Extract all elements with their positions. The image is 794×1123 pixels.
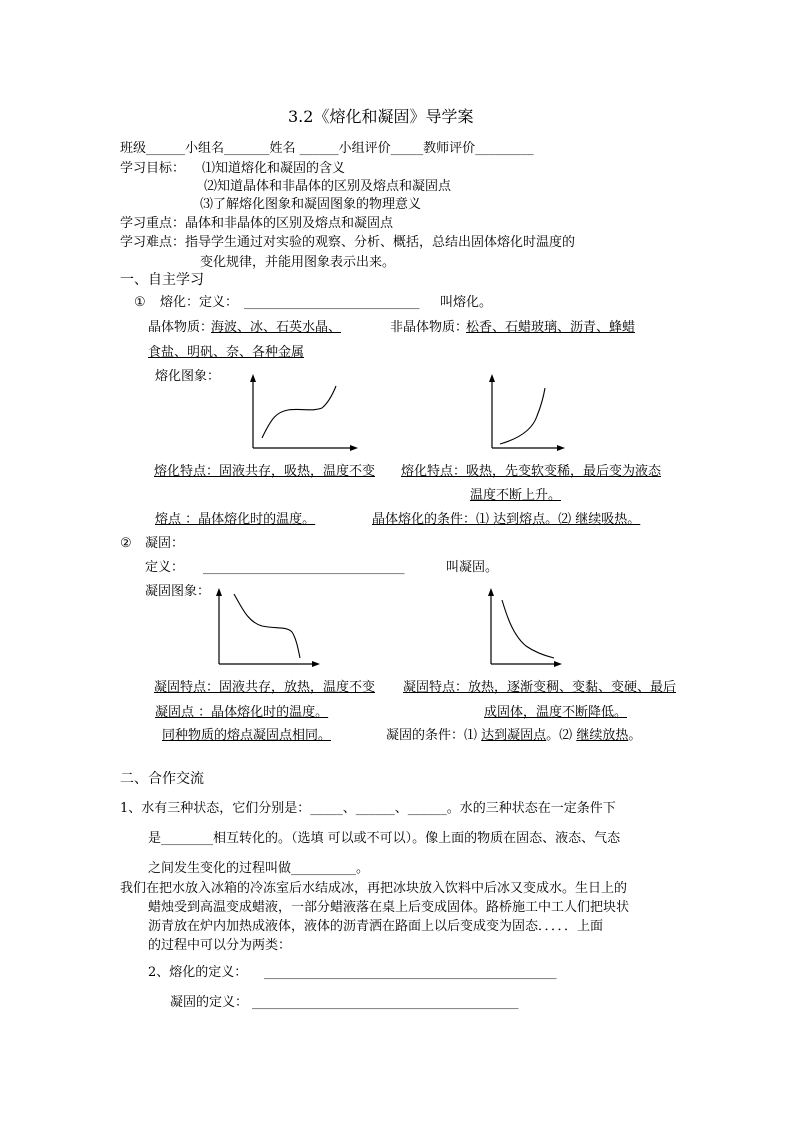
crystal-examples-1: 海波、冰、石英水晶、 bbox=[211, 320, 342, 335]
difficulty-line-1: 学习难点：指导学生通过对实验的观察、分析、概括，总结出固体熔化时温度的 bbox=[120, 235, 576, 250]
noncrystal-melting-graph bbox=[483, 372, 603, 452]
noncrystal-label: 非晶体物质： bbox=[390, 320, 469, 335]
melting-definition-blank: ___________________________ bbox=[244, 295, 420, 310]
crystal-melting-graph bbox=[244, 372, 364, 452]
difficulty-line-2: 变化规律，并能用图象表示出来。 bbox=[200, 255, 396, 270]
paragraph-line-3: 沥青放在炉内加热成液体，液体的沥青洒在路面上以后变成变为固态．．．．．上面 bbox=[148, 919, 604, 934]
solidify-crystal-feature: 凝固特点：固液共存，放热，温度不变 bbox=[154, 680, 376, 695]
melting-point: 熔点 ：晶体熔化时的温度。 bbox=[155, 512, 316, 527]
solidify-conditions-end: 。 bbox=[628, 728, 642, 743]
noncrystal-examples: 松香、石蜡玻璃、沥青、蜂蜡 bbox=[466, 320, 636, 335]
melting-noncrystal-feature-2: 温度不断上升。 bbox=[470, 488, 562, 503]
objective-item-1: ⑴知道熔化和凝固的含义 bbox=[202, 161, 346, 176]
melting-definition-prefix: 熔化：定义： bbox=[160, 295, 239, 310]
q1-line-1: 1、水有三种状态，它们分别是：_____、______、______。水的三种状态在一定条件下 bbox=[120, 801, 616, 816]
q2-solidify-definition: 凝固的定义： bbox=[170, 995, 249, 1010]
solidify-number: ② bbox=[120, 536, 132, 551]
crystal-examples-2: 食盐、明矾、奈、各种金属 bbox=[148, 345, 305, 360]
page-title: 3.2《熔化和凝固》导学案 bbox=[288, 107, 474, 126]
q2-melting-blank: _____________________________________________ bbox=[264, 965, 557, 980]
solidify-noncrystal-feature-2: 成固体，温度不断降低。 bbox=[484, 705, 628, 720]
melting-crystal-feature: 熔化特点：固液共存，吸热，温度不变 bbox=[154, 464, 376, 479]
q1-line-2: 是________相互转化的。（选填 可以或不可以）。像上面的物质在固态、液态、气态 bbox=[148, 831, 621, 846]
melting-graph-label: 熔化图象： bbox=[155, 369, 221, 384]
q2-melting-definition: 2、熔化的定义： bbox=[148, 965, 248, 980]
solidify-noncrystal-feature-1: 凝固特点：放热，逐渐变稠、变黏、变硬、最后 bbox=[403, 680, 677, 695]
q1-line-3: 之间发生变化的过程叫做__________。 bbox=[148, 861, 370, 876]
solidify-conditions bbox=[386, 729, 641, 742]
objectives-label: 学习目标： bbox=[120, 161, 186, 176]
solidify-heading: 凝固： bbox=[145, 536, 185, 551]
paragraph-line-1: 我们在把水放入冰箱的冷冻室后水结成冰，再把冰块放入饮料中后冰又变成水。生日上的 bbox=[120, 881, 628, 896]
solidify-condition-2: 继续放热 bbox=[576, 728, 629, 743]
solidify-condition-1: 达到凝固点 bbox=[481, 728, 547, 743]
crystal-label: 晶体物质： bbox=[148, 320, 214, 335]
noncrystal-solidify-graph bbox=[482, 586, 602, 668]
objective-item-3: ⑶了解熔化图象和凝固图象的物理意义 bbox=[200, 197, 422, 212]
solidify-graph-label: 凝固图象： bbox=[145, 584, 211, 599]
solidify-definition-suffix: 叫凝固。 bbox=[446, 560, 499, 575]
solidify-conditions-prefix: 凝固的条件：⑴ bbox=[386, 728, 478, 743]
paragraph-line-2: 蜡烛受到高温变成蜡液，一部分蜡液落在桌上后变成固体。路桥施工中工人们把块状 bbox=[148, 900, 630, 915]
melting-number: ① bbox=[134, 295, 146, 310]
melting-noncrystal-feature-1: 熔化特点：吸热，先变软变稀，最后变为液态 bbox=[401, 464, 662, 479]
solidify-definition-blank: _______________________________ bbox=[203, 560, 405, 575]
melting-definition-suffix: 叫熔化。 bbox=[440, 295, 493, 310]
q2-solidify-blank: _________________________________________ bbox=[252, 995, 519, 1010]
solidify-conditions-middle: 。⑵ bbox=[546, 728, 573, 743]
paragraph-line-4: 的过程中可以分为两类： bbox=[148, 938, 292, 953]
section1-heading: 一、自主学习 bbox=[120, 272, 204, 288]
same-point-note: 同种物质的熔点凝固点相同。 bbox=[162, 728, 332, 743]
objective-item-2: ⑵知道晶体和非晶体的区别及熔点和凝固点 bbox=[204, 179, 452, 194]
section2-heading: 二、合作交流 bbox=[120, 771, 204, 787]
crystal-solidify-graph bbox=[210, 586, 330, 668]
freezing-point: 凝固点 ：晶体熔化时的温度。 bbox=[155, 705, 329, 720]
key-points: 学习重点：晶体和非晶体的区别及熔点和凝固点 bbox=[120, 216, 394, 231]
solidify-definition-prefix: 定义： bbox=[145, 560, 185, 575]
header-line: 班级______小组名_______姓名 ______小组评价_____教师评价_________ bbox=[120, 141, 534, 156]
melting-conditions: 晶体熔化的条件：⑴ 达到熔点。⑵ 继续吸热。 bbox=[372, 512, 641, 527]
